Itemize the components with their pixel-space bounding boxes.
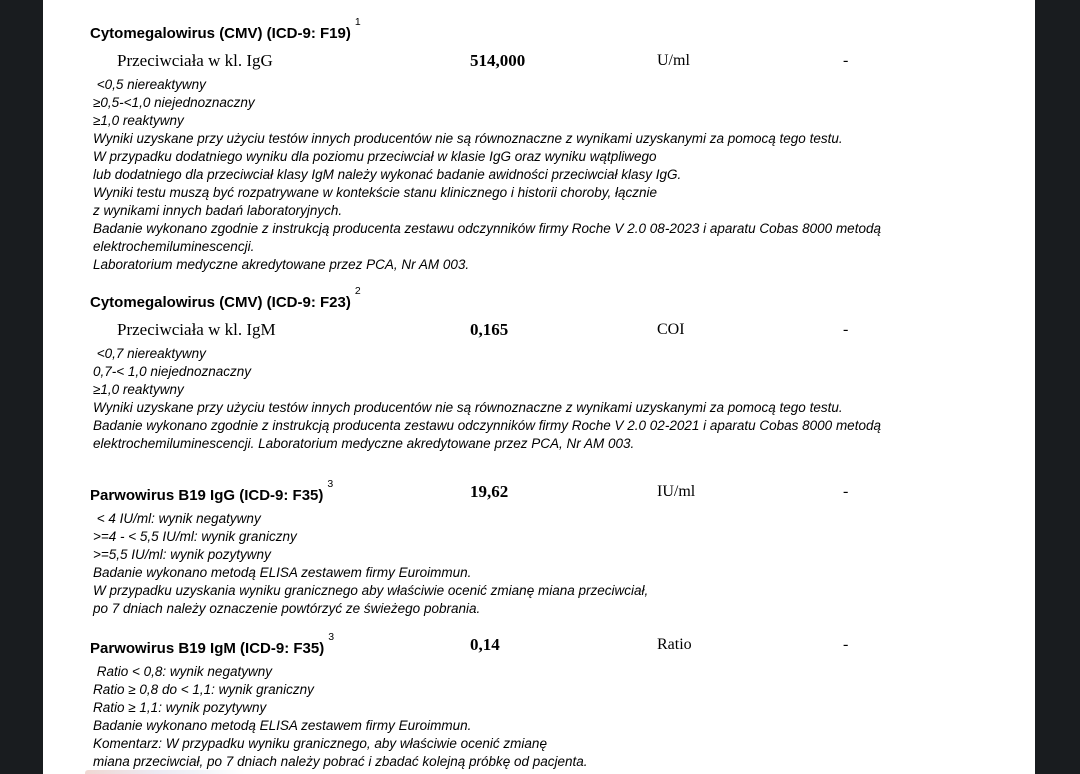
note-line: W przypadku dodatniego wyniku dla poziomu przeciwciał w klasie IgG oraz wyniku wątpliwego [93, 149, 657, 164]
reference-line: Ratio ≥ 1,1: wynik pozytywny [93, 700, 267, 715]
method-notes [43, 564, 1035, 618]
reference-line: >=5,5 IU/ml: wynik pozytywny [93, 547, 271, 562]
test-heading: Parwowirus B19 IgM (ICD-9: F35) [90, 640, 325, 657]
note-line: elektrochemiluminescencji. [93, 239, 255, 254]
result-flag: - [843, 52, 849, 69]
reference-line: <0,5 niereaktywny [93, 77, 206, 92]
reference-ranges [43, 510, 1035, 564]
note-line: Badanie wykonano metodą ELISA zestawem firmy Euroimmun. [93, 718, 472, 733]
footnote-reference: 1 [354, 16, 361, 28]
method-notes [43, 717, 1035, 771]
reference-line: >=4 - < 5,5 IU/ml: wynik graniczny [93, 529, 297, 544]
note-line: Laboratorium medyczne akredytowane przez PCA, Nr AM 003. [93, 257, 470, 272]
test-name: Przeciwciała w kl. IgG [117, 51, 273, 70]
test-heading-row [43, 285, 1035, 313]
result-value: 0,14 [470, 635, 500, 654]
test-heading: Parwowirus B19 IgG (ICD-9: F35) [90, 487, 324, 504]
test-section [43, 631, 1035, 771]
test-section [43, 16, 1035, 274]
note-line: Badanie wykonano zgodnie z instrukcją producenta zestawu odczynników firmy Roche V 2.0 08-2023 i aparatu Cobas 8000 metodą [93, 221, 881, 236]
test-section [43, 478, 1035, 618]
footnote-reference: 3 [328, 631, 335, 643]
note-line: z wynikami innych badań laboratoryjnych. [93, 203, 343, 218]
test-section [43, 285, 1035, 453]
result-row [43, 318, 1035, 341]
method-notes [43, 399, 1035, 453]
note-line: Komentarz: W przypadku wyniku granicznego, aby właściwie ocenić zmianę [93, 736, 547, 751]
note-line: Wyniki uzyskane przy użyciu testów innych producentów nie są równoznaczne z wynikami uzyskanymi za pomocą tego testu. [93, 131, 843, 146]
result-row [43, 49, 1035, 72]
result-unit: U/ml [657, 52, 690, 69]
result-value: 514,000 [470, 51, 526, 70]
result-flag: - [843, 321, 849, 338]
result-unit: IU/ml [657, 483, 696, 500]
result-value: 0,165 [470, 320, 509, 339]
result-value: 19,62 [470, 482, 509, 501]
test-heading: Cytomegalowirus (CMV) (ICD-9: F23) [90, 294, 351, 311]
result-flag: - [843, 483, 849, 500]
test-heading: Cytomegalowirus (CMV) (ICD-9: F19) [90, 25, 351, 42]
footnote-reference: 3 [327, 478, 334, 490]
reference-line: Ratio < 0,8: wynik negatywny [93, 664, 272, 679]
reference-ranges [43, 663, 1035, 717]
reference-ranges [43, 76, 1035, 130]
reference-line: ≥1,0 reaktywny [93, 113, 184, 128]
note-line: W przypadku uzyskania wyniku granicznego aby właściwie ocenić zmianę miana przeciwciał, [93, 583, 649, 598]
note-line: Badanie wykonano metodą ELISA zestawem firmy Euroimmun. [93, 565, 472, 580]
reference-line: <0,7 niereaktywny [93, 346, 206, 361]
reference-line: ≥0,5-<1,0 niejednoznaczny [93, 95, 255, 110]
result-unit: Ratio [657, 636, 692, 653]
reference-line: Ratio ≥ 0,8 do < 1,1: wynik graniczny [93, 682, 314, 697]
result-flag: - [843, 636, 849, 653]
note-line: Badanie wykonano zgodnie z instrukcją producenta zestawu odczynników firmy Roche V 2.0 02-2021 i aparatu Cobas 8000 metodą [93, 418, 881, 433]
note-line: Wyniki testu muszą być rozpatrywane w kontekście stanu klinicznego i historii choroby, łącznie [93, 185, 657, 200]
result-unit: COI [657, 321, 685, 338]
note-line: miana przeciwciał, po 7 dniach należy pobrać i zbadać kolejną próbkę od pacjenta. [93, 754, 588, 769]
reference-line: ≥1,0 reaktywny [93, 382, 184, 397]
bottom-logo-peek [85, 770, 245, 774]
test-heading-row [43, 631, 1035, 659]
note-line: lub dodatniego dla przeciwciał klasy IgM należy wykonać badanie awidności przeciwciał klasy IgG. [93, 167, 682, 182]
test-name: Przeciwciała w kl. IgM [117, 320, 276, 339]
footnote-reference: 2 [354, 285, 361, 297]
reference-line: < 4 IU/ml: wynik negatywny [93, 511, 261, 526]
note-line: po 7 dniach należy oznaczenie powtórzyć ze świeżego pobrania. [93, 601, 481, 616]
reference-ranges [43, 345, 1035, 399]
report-paper [43, 0, 1035, 774]
test-heading-row [43, 478, 1035, 506]
note-line: elektrochemiluminescencji. Laboratorium medyczne akredytowane przez PCA, Nr AM 003. [93, 436, 635, 451]
method-notes [43, 130, 1035, 274]
test-heading-row [43, 16, 1035, 44]
reference-line: 0,7-< 1,0 niejednoznaczny [93, 364, 251, 379]
note-line: Wyniki uzyskane przy użyciu testów innych producentów nie są równoznaczne z wynikami uzyskanymi za pomocą tego testu. [93, 400, 843, 415]
